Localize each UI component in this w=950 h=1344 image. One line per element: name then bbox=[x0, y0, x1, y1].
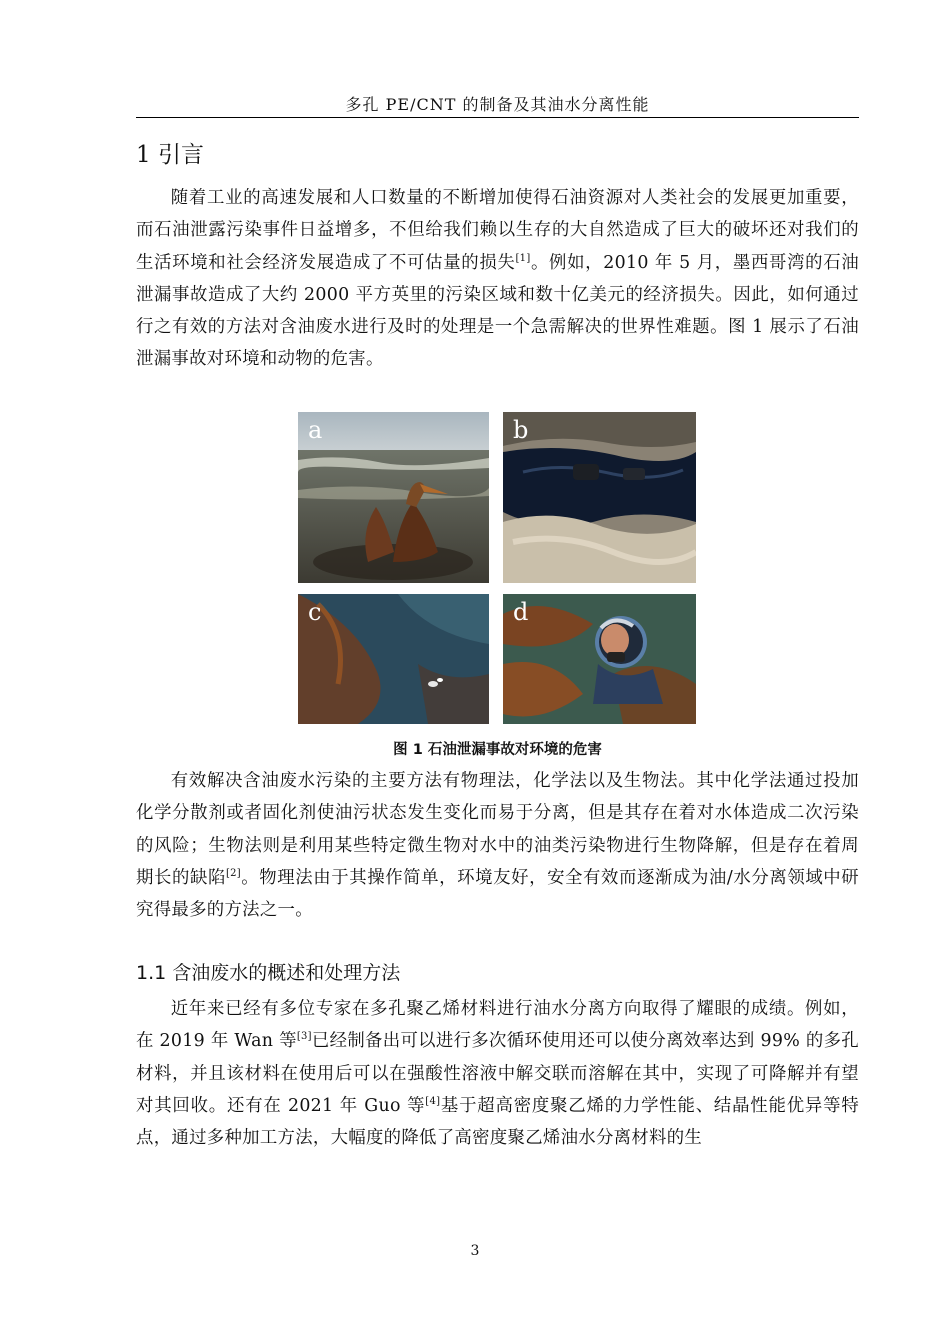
figure-panel-label: c bbox=[308, 598, 322, 626]
citation: [4] bbox=[425, 1096, 441, 1108]
figure-caption: 图 1 石油泄漏事故对环境的危害 bbox=[393, 742, 602, 758]
figure-panel-label: d bbox=[513, 598, 529, 626]
figure-panel-b bbox=[503, 412, 696, 583]
running-header: 多孔 PE/CNT 的制备及其油水分离性能 bbox=[345, 95, 650, 114]
subsection-heading: 1.1 含油废水的概述和处理方法 bbox=[136, 962, 401, 984]
figure-panel-c bbox=[298, 594, 489, 724]
figure-panel-d bbox=[503, 594, 696, 724]
paragraph-research bbox=[136, 993, 859, 1154]
paragraph-text: 随着工业的高速发展和人口数量的不断增加使得石油资源对人类社会的发展更加重要，而石油泄露污染事件日益增多，不但给我们赖以生存的大自然造成了巨大的破坏还对我们的生活环境和社会经济发展造成了不可估量的损失 bbox=[136, 188, 859, 273]
header-rule bbox=[136, 117, 859, 118]
page-number: 3 bbox=[470, 1243, 480, 1259]
figure-panel-a-image bbox=[298, 412, 489, 583]
citation: [1] bbox=[515, 252, 531, 264]
paragraph-methods bbox=[136, 765, 859, 926]
paragraph-text: 。例如，2010 年 5 月，墨西哥湾的石油泄漏事故造成了大约 2000 平方英里的污染区域和数十亿美元的经济损失。因此，如何通过行之有效的方法对含油废水进行及时的处理是一个急需解决的世界性难题。图 1 展示了石油泄漏事故对环境和动物的危害。 bbox=[136, 252, 859, 370]
paragraph-text: 基于超高密度聚乙烯的力学性能、结晶性能优异等特点，通过多种加工方法，大幅度的降低了高密度聚乙烯油水分离材料的生 bbox=[136, 1095, 860, 1149]
paragraph-text: 已经制备出可以进行多次循环使用还可以使分离效率达到 99% 的多孔材料，并且该材料在使用后可以在强酸性溶液中解交联而溶解在其中，实现了可降解并有望对其回收。还有在 2021 年 Guo 等 bbox=[136, 1031, 859, 1116]
paragraph-text: 有效解决含油废水污染的主要方法有物理法，化学法以及生物法。其中化学法通过投加化学分散剂或者固化剂使油污状态发生变化而易于分离，但是其存在着对水体造成二次污染的风险；生物法则是利用某些特定微生物对水中的油类污染物进行生物降解，但是存在着周期长的缺陷 bbox=[136, 771, 859, 888]
figure-panel-a bbox=[298, 412, 489, 583]
citation: [3] bbox=[296, 1031, 312, 1043]
figure-panel-d-image bbox=[503, 594, 696, 724]
paragraph-text: 近年来已经有多位专家在多孔聚乙烯材料进行油水分离方向取得了耀眼的成绩。例如，在 2019 年 Wan 等 bbox=[136, 999, 859, 1052]
paragraph-text: 。物理法由于其操作简单，环境友好，安全有效而逐渐成为油/水分离领域中研究得最多的方法之一。 bbox=[136, 867, 859, 921]
figure-panel-label: a bbox=[308, 416, 323, 444]
citation: [2] bbox=[225, 868, 242, 880]
figure-panel-label: b bbox=[513, 416, 529, 444]
figure-1 bbox=[298, 412, 696, 724]
section-heading: 1 引言 bbox=[136, 142, 204, 168]
figure-panel-c-image bbox=[298, 594, 489, 724]
paragraph-intro bbox=[136, 182, 859, 376]
figure-panel-b-image bbox=[503, 412, 696, 583]
